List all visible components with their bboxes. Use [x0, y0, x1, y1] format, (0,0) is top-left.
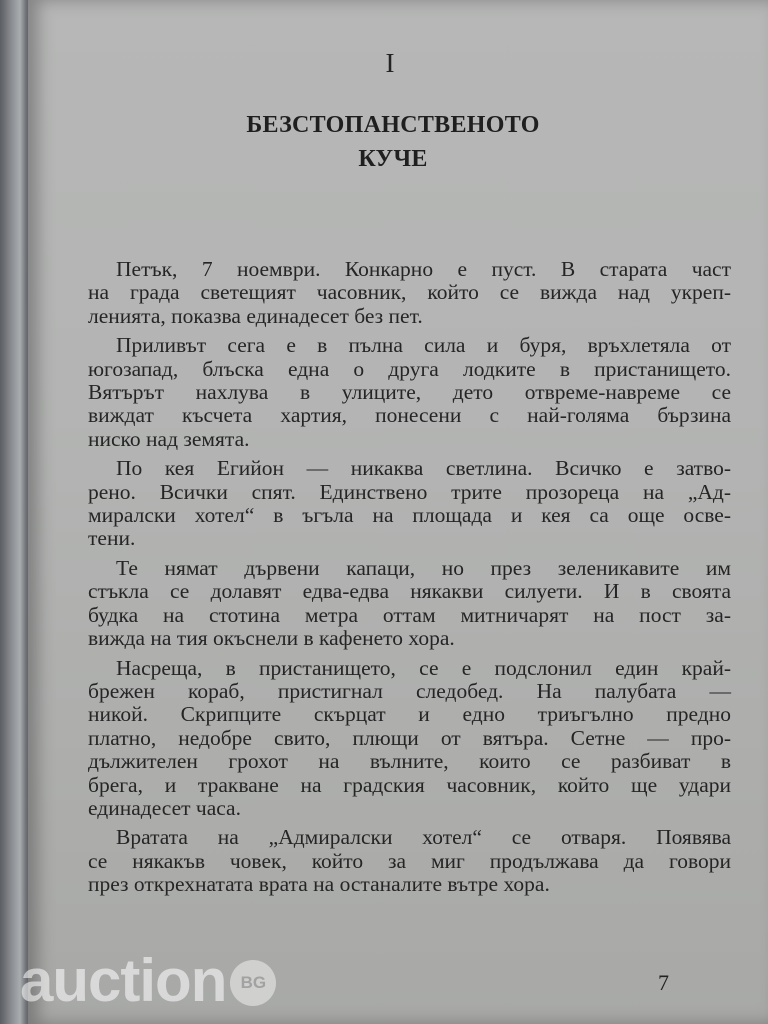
- text-line: ленията, показва единадесет без пет.: [88, 303, 423, 328]
- text-line: платно, недобре свито, плющи от вятъра. Сетне — про-: [88, 725, 731, 750]
- text-line: дължителен грохот на вълните, които се разбиват в: [88, 749, 731, 774]
- text-line: тени.: [88, 526, 136, 551]
- text-line: вижда на тия окъснели в кафенето хора.: [88, 626, 455, 651]
- book-page: [28, 0, 768, 1024]
- text-line: Вятърът нахлува в улиците, дето отвреме-навреме се: [88, 380, 731, 405]
- text-line: Насреща, в пристанището, се е подслонил един край-: [116, 655, 731, 680]
- text-line: на града светещият часовник, който се вижда над укреп-: [88, 280, 731, 305]
- text-line: Приливът сега е в пълна сила и буря, връхлетяла от: [116, 333, 731, 358]
- text-line: през открехнатата врата на останалите вътре хора.: [88, 872, 550, 897]
- body-text: [88, 258, 731, 903]
- text-line: рено. Всички спят. Единствено трите прозореца на „Ад-: [88, 479, 731, 504]
- chapter-title: [178, 108, 608, 176]
- text-line: никой. Скрипците скърцат и едно триъгълно предно: [88, 702, 731, 727]
- text-line: единадесет часа.: [88, 795, 241, 820]
- text-line: миралски хотел“ в ъгъла на площада и кея са още осве-: [88, 503, 731, 528]
- paragraph: [88, 258, 731, 328]
- watermark-badge: BG: [230, 960, 276, 1006]
- text-line: виждат късчета хартия, понесени с най-голяма бързина: [88, 403, 731, 428]
- paragraph: [88, 334, 731, 451]
- chapter-number: I: [385, 48, 395, 78]
- paragraph: [88, 457, 731, 551]
- text-line: югозапад, блъска една о друга лодките в пристанището.: [88, 356, 731, 381]
- auction-watermark: [20, 935, 276, 1024]
- text-line: Петък, 7 ноември. Конкарно е пуст. В старата част: [116, 257, 731, 281]
- paragraph: [88, 657, 731, 821]
- text-line: брега, и тракване на градския часовник, който ще удари: [88, 772, 731, 797]
- chapter-title-line: БЕЗСТОПАНСТВЕНОТО: [246, 112, 540, 138]
- text-line: стъкла се долавят едва-едва някакви силуети. И в своята: [88, 579, 731, 604]
- page-number: 7: [658, 970, 669, 995]
- paragraph: [88, 826, 731, 896]
- text-line: будка на стотина метра оттам митничарят на пост за-: [88, 602, 731, 627]
- paragraph: [88, 557, 731, 651]
- text-line: По кея Егийон — никаква светлина. Всичко е затво-: [116, 456, 731, 481]
- watermark-text: auction: [20, 946, 227, 1014]
- text-line: брежен кораб, пристигнал следобед. На палубата —: [88, 678, 731, 703]
- text-line: Те нямат дървени капаци, но през зеленикавите им: [116, 555, 731, 580]
- text-line: се някакъв човек, който за миг продължава да говори: [88, 848, 731, 873]
- text-line: ниско над земята.: [88, 426, 250, 451]
- chapter-title-line: КУЧЕ: [358, 146, 428, 172]
- text-line: Вратата на „Адмиралски хотел“ се отваря. Появява: [116, 825, 731, 850]
